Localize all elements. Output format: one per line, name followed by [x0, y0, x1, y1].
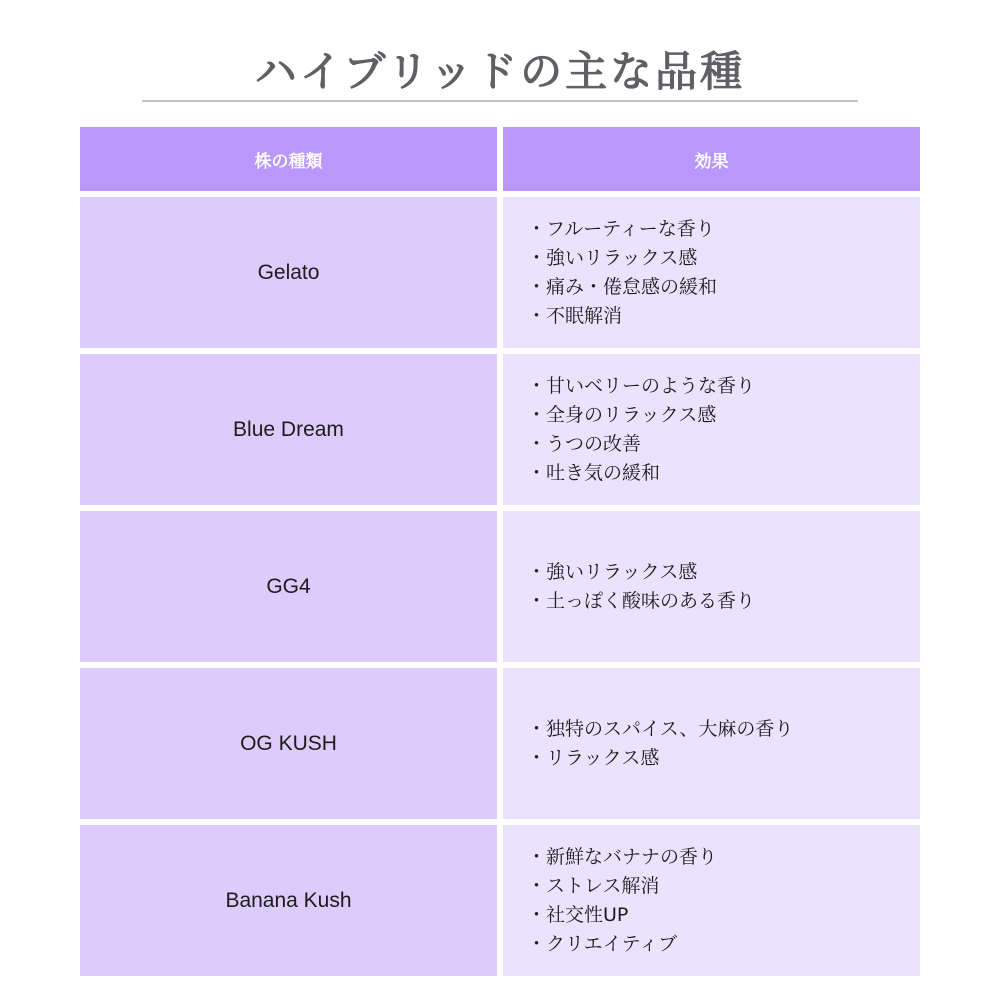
effect-item: ・土っぽく酸味のある香り [527, 589, 756, 612]
effect-item: ・うつの改善 [527, 432, 642, 455]
effect-item: ・強いリラックス感 [527, 246, 698, 269]
effects-list [503, 668, 920, 819]
effect-item: ・独特のスパイス、大麻の香り [527, 717, 794, 740]
strain-name: GG4 [80, 511, 497, 662]
header-effects: 効果 [503, 127, 920, 191]
effect-item: ・不眠解消 [527, 304, 623, 327]
page-title: ハイブリッドの主な品種 [254, 47, 746, 96]
effect-item: ・吐き気の緩和 [527, 461, 661, 484]
table-row [80, 511, 920, 662]
header-strain-type: 株の種類 [80, 127, 497, 191]
effect-item: ・リラックス感 [527, 746, 660, 769]
effect-item: ・痛み・倦怠感の緩和 [527, 275, 718, 298]
effects-list [503, 825, 920, 976]
table-row [80, 825, 920, 976]
effect-item: ・クリエイティブ [527, 932, 678, 955]
strain-name: Banana Kush [80, 825, 497, 976]
effect-item: ・フルーティーな香り [527, 217, 715, 240]
effect-item: ・社交性UP [527, 903, 629, 926]
effects-list [503, 197, 920, 348]
effect-item: ・新鮮なバナナの香り [527, 845, 718, 868]
effect-item: ・全身のリラックス感 [527, 403, 717, 426]
strain-table [80, 127, 920, 982]
title-underline [142, 100, 858, 102]
strain-name: Gelato [80, 197, 497, 348]
effect-item: ・甘いベリーのような香り [527, 374, 756, 397]
strain-name: OG KUSH [80, 668, 497, 819]
effects-list [503, 511, 920, 662]
effect-item: ・ストレス解消 [527, 874, 660, 897]
table-header-row [80, 127, 920, 191]
effects-list [503, 354, 920, 505]
strain-name: Blue Dream [80, 354, 497, 505]
table-row [80, 197, 920, 348]
table-row [80, 668, 920, 819]
effect-item: ・強いリラックス感 [527, 560, 698, 583]
table-row [80, 354, 920, 505]
